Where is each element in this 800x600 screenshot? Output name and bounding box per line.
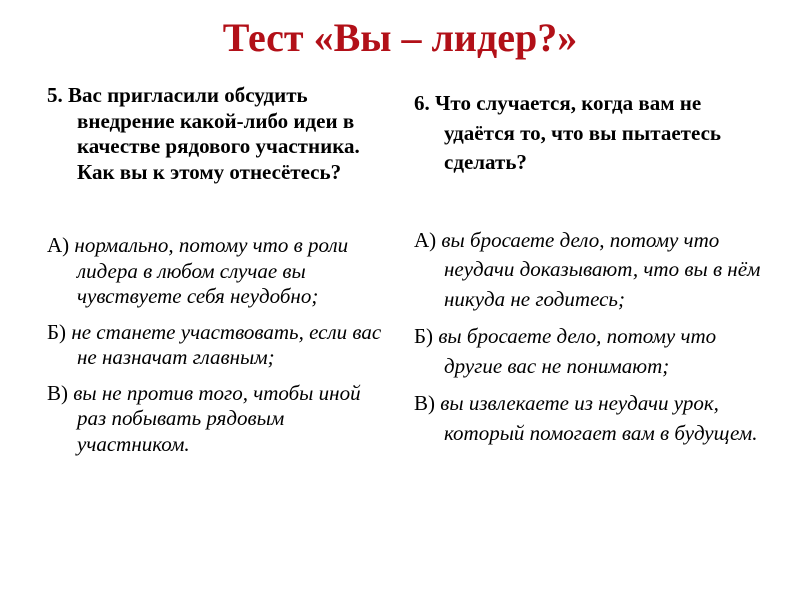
answer-text: нормально, потому что в роли лидера в любом случае вы чувствуете себя неудобно;: [69, 233, 349, 308]
question-5-column: [47, 83, 392, 467]
answer-letter: Б): [47, 319, 67, 344]
question-5-answer-a: [47, 233, 392, 310]
answer-text: вы не против того, чтобы иной раз побывать рядовым участником.: [68, 380, 361, 456]
answer-text: вы бросаете дело, потому что другие вас не понимают;: [433, 324, 717, 378]
question-6-answer-c: [414, 389, 764, 448]
question-6-answer-b: [414, 322, 764, 381]
answer-letter: А): [47, 233, 70, 257]
answer-text: вы извлекаете из неудачи урок, который помогает вам в будущем.: [435, 391, 758, 445]
question-5-text: 5. Вас пригласили обсудить внедрение какой-либо идеи в качестве рядового участника. Как вы к этому отнесётесь?: [47, 83, 360, 184]
question-6-text: 6. Что случается, когда вам не удаётся то, что вы пытаетесь сделать?: [414, 91, 721, 174]
slide-title: Тест «Вы – лидер?»: [222, 15, 578, 60]
answer-text: вы бросаете дело, потому что неудачи доказывают, что вы в нём никуда не годитесь;: [436, 227, 761, 311]
answer-letter: В): [414, 391, 435, 415]
answer-letter: А): [414, 227, 437, 252]
answer-letter: Б): [414, 324, 434, 348]
question-6-answer-a: [414, 226, 764, 315]
question-6-column: [414, 89, 764, 456]
question-5-answer-b: [47, 320, 392, 371]
answer-letter: В): [47, 380, 68, 405]
question-5-answer-c: [47, 381, 392, 458]
answer-text: не станете участвовать, если вас не назначат главным;: [66, 319, 382, 369]
